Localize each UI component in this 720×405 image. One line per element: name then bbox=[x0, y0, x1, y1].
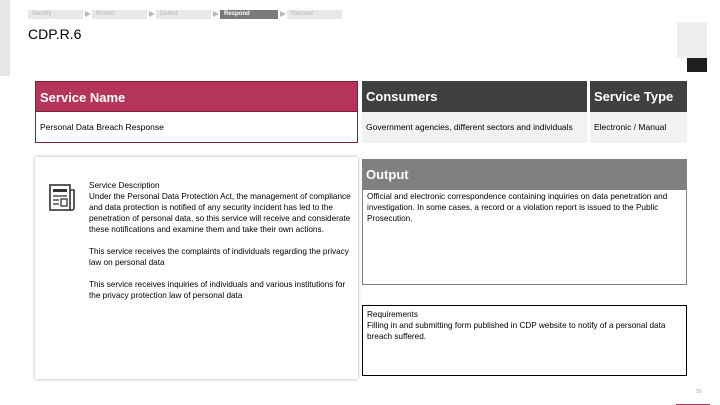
service-name-value bbox=[35, 112, 358, 143]
page-number: 99 bbox=[696, 389, 702, 395]
description-title: Service Description bbox=[89, 181, 160, 190]
output-value: Official and electronic correspondence containing inquiries on data penetration and investigation. In some cases, a record or a violation report is issued to the Public Prosecution. bbox=[362, 188, 687, 285]
step-detect[interactable]: Detect bbox=[156, 10, 211, 19]
step-identify[interactable]: Identify bbox=[28, 10, 83, 19]
description-paragraph: Under the Personal Data Protection Act, the management of compliance and data protection is notified of any security incident has led to the penetration of personal data, so this service will receive and considerate these notifications and examine them and take their own actions. bbox=[89, 192, 351, 234]
step-respond[interactable]: Respond bbox=[220, 10, 278, 19]
description-paragraph: This service receives inquiries of individuals and various institutions for the privacy protection law of personal data bbox=[89, 280, 346, 300]
step-arrow-icon bbox=[280, 11, 286, 17]
step-protect[interactable]: Protect bbox=[92, 10, 147, 19]
consumers-value bbox=[362, 112, 587, 143]
requirements-title: Requirements bbox=[367, 310, 418, 319]
service-name-header: Service Name bbox=[35, 81, 358, 112]
requirements-text: Filling in and submitting form published in CDP website to notify of a personal data breach suffered. bbox=[367, 321, 666, 341]
service-description-text bbox=[89, 180, 355, 312]
service-description-box bbox=[35, 157, 358, 379]
description-paragraph: This service receives the complaints of individuals regarding the privacy law on personal data bbox=[89, 247, 349, 267]
corner-logo bbox=[677, 22, 707, 72]
step-arrow-icon bbox=[85, 11, 91, 17]
service-type-text: Electronic / Manual bbox=[594, 122, 667, 132]
step-arrow-icon bbox=[213, 11, 219, 17]
document-icon bbox=[49, 184, 75, 212]
left-edge-strip bbox=[0, 0, 10, 76]
service-name-text: Personal Data Breach Response bbox=[40, 121, 164, 132]
consumers-text: Government agencies, different sectors and individuals bbox=[366, 122, 573, 132]
step-recover[interactable]: Recover bbox=[287, 10, 342, 19]
step-arrow-icon bbox=[149, 11, 155, 17]
requirements-box bbox=[362, 305, 687, 376]
output-header: Output bbox=[362, 159, 687, 190]
service-type-header: Service Type bbox=[590, 81, 687, 112]
consumers-header: Consumers bbox=[362, 81, 587, 112]
page-title: CDP.R.6 bbox=[28, 26, 82, 42]
service-type-value bbox=[590, 112, 687, 143]
